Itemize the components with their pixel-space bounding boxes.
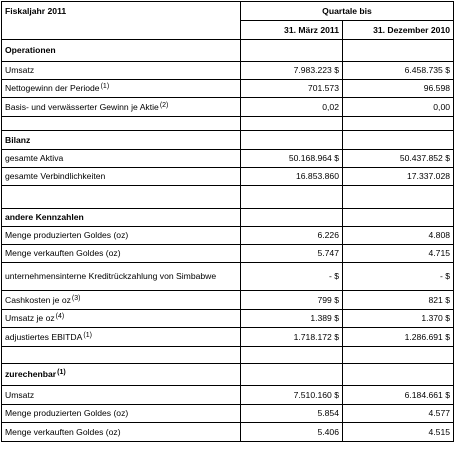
footnote-marker: (4) — [55, 313, 65, 320]
table-row — [2, 386, 454, 405]
table-row — [2, 80, 454, 98]
table-row — [2, 423, 454, 442]
row-label-text: Menge verkauften Goldes (oz) — [5, 248, 121, 258]
row-label — [2, 227, 241, 245]
value-march-2011: 5.854 — [241, 405, 343, 423]
row-label-text: unternehmensinterne Kreditrückzahlung von Simbabwe — [5, 271, 217, 281]
value-march-2011: 1.718.172 $ — [241, 328, 343, 347]
empty-cell — [343, 347, 454, 364]
value-december-2010: 6.458.735 $ — [343, 62, 454, 80]
empty-cell — [343, 40, 454, 62]
header-row — [2, 2, 454, 21]
spacer-row — [2, 186, 454, 209]
section-title-text: zurechenbar — [5, 369, 57, 379]
row-label-text: gesamte Verbindlichkeiten — [5, 171, 106, 181]
section-title — [2, 209, 241, 227]
row-label — [2, 386, 241, 405]
row-label — [2, 245, 241, 263]
row-label-text: Menge produzierten Goldes (oz) — [5, 408, 129, 418]
row-label-text: Menge produzierten Goldes (oz) — [5, 230, 129, 240]
row-label — [2, 310, 241, 328]
section-title — [2, 364, 241, 386]
financial-summary-table — [1, 1, 454, 442]
empty-cell — [241, 347, 343, 364]
empty-cell — [343, 209, 454, 227]
footnote-marker: (1) — [100, 83, 110, 90]
empty-cell — [343, 364, 454, 386]
section-title — [2, 40, 241, 62]
row-label-text: Umsatz — [5, 389, 35, 400]
empty-cell — [343, 186, 454, 209]
empty-cell — [241, 40, 343, 62]
fiscal-year-title: Fiskaljahr 2011 — [2, 2, 241, 40]
section-header-row — [2, 209, 454, 227]
row-label-text: Cashkosten je oz — [5, 294, 71, 305]
value-december-2010: 96.598 — [343, 80, 454, 98]
table-row — [2, 245, 454, 263]
value-december-2010: 1.286.691 $ — [343, 328, 454, 347]
section-title-text: Operationen — [5, 45, 56, 55]
footnote-marker: (2) — [159, 101, 169, 109]
empty-cell — [241, 186, 343, 209]
value-december-2010: 50.437.852 $ — [343, 150, 454, 168]
table-row — [2, 310, 454, 328]
row-label-text: Nettogewinn der Periode — [5, 83, 100, 93]
column-header-march-2011: 31. März 2011 — [241, 21, 343, 40]
row-label — [2, 168, 241, 186]
footnote-marker: (3) — [71, 294, 81, 302]
table-row — [2, 328, 454, 347]
value-march-2011: 701.573 — [241, 80, 343, 98]
value-march-2011: 7.983.223 $ — [241, 62, 343, 80]
section-title-text: andere Kennzahlen — [5, 212, 84, 222]
value-december-2010: 4.715 — [343, 245, 454, 263]
section-title-text: Bilanz — [5, 134, 31, 145]
empty-cell — [343, 131, 454, 150]
value-march-2011: 16.853.860 — [241, 168, 343, 186]
table-row — [2, 168, 454, 186]
value-december-2010: 1.370 $ — [343, 310, 454, 328]
empty-cell — [343, 117, 454, 131]
section-header-row — [2, 364, 454, 386]
footnote-marker: (1) — [57, 369, 66, 376]
value-march-2011: 7.510.160 $ — [241, 386, 343, 405]
financial-table-container — [1, 1, 454, 442]
row-label — [2, 423, 241, 442]
value-december-2010: 821 $ — [343, 291, 454, 310]
spacer-row — [2, 347, 454, 364]
value-december-2010: 0,00 — [343, 98, 454, 117]
value-december-2010: 4.577 — [343, 405, 454, 423]
value-december-2010: - $ — [343, 263, 454, 291]
row-label — [2, 98, 241, 117]
value-march-2011: 6.226 — [241, 227, 343, 245]
row-label-text: gesamte Aktiva — [5, 153, 64, 163]
value-december-2010: 4.515 — [343, 423, 454, 442]
value-march-2011: - $ — [241, 263, 343, 291]
table-row — [2, 227, 454, 245]
table-row — [2, 263, 454, 291]
empty-cell — [241, 117, 343, 131]
row-label-text: Menge verkauften Goldes (oz) — [5, 426, 121, 437]
row-label — [2, 405, 241, 423]
quarters-label: Quartale bis — [241, 2, 454, 21]
row-label — [2, 62, 241, 80]
value-december-2010: 17.337.028 — [343, 168, 454, 186]
value-december-2010: 6.184.661 $ — [343, 386, 454, 405]
section-header-row — [2, 40, 454, 62]
table-row — [2, 62, 454, 80]
empty-cell — [241, 209, 343, 227]
spacer-row — [2, 117, 454, 131]
value-march-2011: 1.389 $ — [241, 310, 343, 328]
value-march-2011: 5.406 — [241, 423, 343, 442]
row-label-text: Umsatz — [5, 65, 35, 75]
row-label-text: adjustiertes EBITDA — [5, 331, 83, 342]
empty-cell — [241, 364, 343, 386]
value-march-2011: 0,02 — [241, 98, 343, 117]
value-march-2011: 50.168.964 $ — [241, 150, 343, 168]
column-header-december-2010: 31. Dezember 2010 — [343, 21, 454, 40]
value-march-2011: 799 $ — [241, 291, 343, 310]
section-header-row — [2, 131, 454, 150]
empty-cell — [2, 186, 241, 209]
row-label-text: Basis- und verwässerter Gewinn je Aktie — [5, 101, 159, 112]
value-march-2011: 5.747 — [241, 245, 343, 263]
row-label — [2, 328, 241, 347]
section-title — [2, 131, 241, 150]
row-label-text: Umsatz je oz — [5, 313, 55, 323]
row-label — [2, 150, 241, 168]
row-label — [2, 291, 241, 310]
table-row — [2, 291, 454, 310]
table-row — [2, 98, 454, 117]
empty-cell — [2, 117, 241, 131]
row-label — [2, 263, 241, 291]
row-label — [2, 80, 241, 98]
empty-cell — [2, 347, 241, 364]
footnote-marker: (1) — [83, 331, 92, 339]
value-december-2010: 4.808 — [343, 227, 454, 245]
table-row — [2, 405, 454, 423]
table-row — [2, 150, 454, 168]
empty-cell — [241, 131, 343, 150]
